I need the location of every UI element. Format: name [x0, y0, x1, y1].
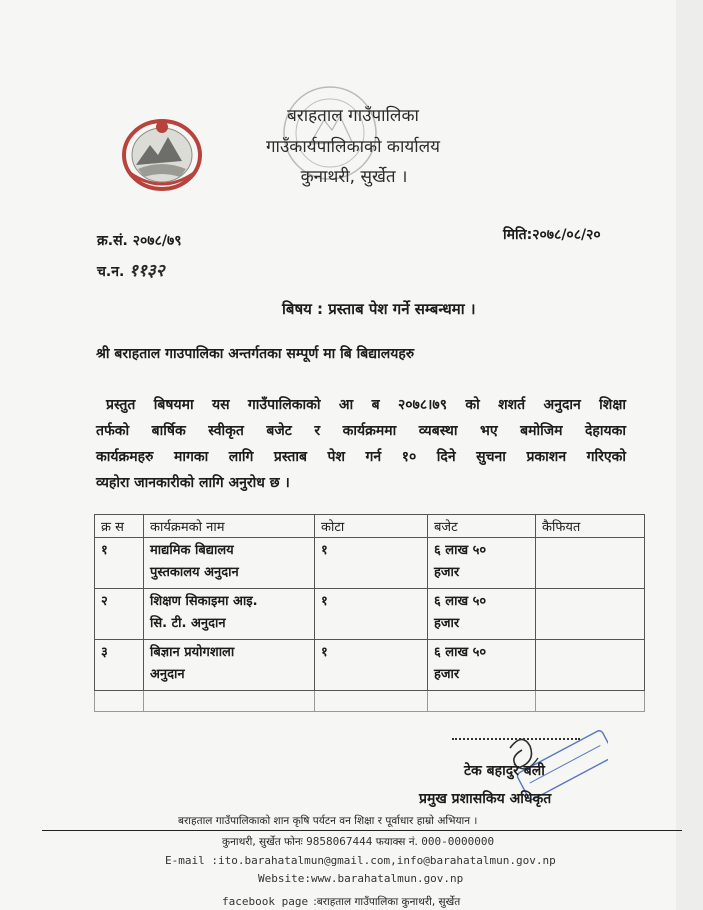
cell-remarks — [536, 589, 645, 640]
cell-budget — [428, 640, 536, 691]
empty-cell — [144, 691, 315, 712]
header-sn: क्र स — [95, 515, 144, 538]
letterhead-address: कुनाथरी, सुर्खेत । — [300, 167, 408, 187]
cell-quota: १ — [315, 640, 428, 691]
cell-program — [144, 538, 315, 589]
header-budget: बजेट — [428, 515, 536, 538]
body-line: कार्यक्रमहरु मागका लागि प्रस्ताब पेश गर्न १० दिने सुचना प्रकाशन गरिएको — [96, 449, 626, 465]
empty-cell — [95, 691, 144, 712]
facebook-value: :बराहताल गाउँपालिका कुनाथरी, सुर्खेत — [313, 896, 461, 908]
cell-budget — [428, 538, 536, 589]
dispatch-label: च.न. — [97, 264, 125, 280]
ref-label: क्र.सं. — [97, 233, 128, 249]
signatory-title: प्रमुख प्रशासकिय अधिकृत — [419, 791, 552, 807]
letter-body — [96, 392, 626, 496]
scan-edge — [676, 0, 703, 910]
table-row — [95, 589, 645, 640]
fax-number: 000-0000000 — [421, 835, 495, 848]
program-line-1 — [150, 540, 308, 562]
table-row — [95, 538, 645, 589]
program-line-1: शिक्षण सिकाइमा आइ. — [150, 594, 258, 609]
letter-date: मिति:२०७८/०८/२० — [503, 227, 601, 243]
header-program: कार्यक्रमको नाम — [144, 515, 315, 538]
cell-sn: १ — [95, 538, 144, 589]
footer-facebook[interactable] — [222, 890, 460, 909]
phone-label: कुनाथरी, सुर्खेत फोनः — [222, 836, 303, 848]
letterhead-office: गाउँकार्यपालिकाको कार्यालय — [265, 137, 441, 157]
footer-email[interactable]: E-mail :ito.barahatalmun@gmail.com,info@barahatalmun.gov.np — [165, 854, 556, 867]
program-line-1: बिज्ञान प्रयोगशाला — [150, 645, 235, 660]
budget-line-2: हजार — [434, 616, 460, 631]
footer-divider — [42, 830, 682, 831]
subject-line: बिषय : प्रस्ताब पेश गर्ने सम्बन्धमा । — [282, 300, 476, 318]
cell-program — [144, 589, 315, 640]
empty-cell — [315, 691, 428, 712]
nepal-emblem-icon — [120, 115, 204, 193]
program-line-2: पुस्तकालय अनुदान — [150, 565, 239, 580]
cell-program — [144, 640, 315, 691]
budget-line-2: हजार — [434, 565, 460, 580]
dispatch-value: ११३२ — [129, 261, 165, 281]
facebook-label: facebook page — [222, 895, 309, 908]
phone-number: 9858067444 — [306, 835, 373, 848]
ref-number — [97, 231, 182, 250]
body-line: तर्फको बार्षिक स्वीकृत बजेट र कार्यक्रममा व्यबस्था भए बमोजिम देहायका — [96, 423, 626, 439]
budget-line-2: हजार — [434, 667, 460, 682]
cell-remarks — [536, 538, 645, 589]
program-table — [94, 514, 645, 712]
program-line-2: अनुदान — [150, 667, 185, 682]
cell-sn: ३ — [95, 640, 144, 691]
signatory-name: टेक बहादुर बली — [464, 763, 545, 779]
footer-contact — [222, 835, 494, 849]
header-remarks: कैफियत — [536, 515, 645, 538]
cell-sn: २ — [95, 589, 144, 640]
budget-line-1: ६ लाख ५० — [434, 645, 487, 660]
ref-value: २०७८/७९ — [132, 233, 182, 249]
header-quota: कोटा — [315, 515, 428, 538]
table-header-row — [95, 515, 645, 538]
dispatch-number — [97, 258, 165, 281]
addressee: श्री बराहताल गाउपालिका अन्तर्गतका सम्पूर्ण मा बि बिद्यालयहरु — [96, 346, 415, 362]
empty-cell — [428, 691, 536, 712]
footer-motto: बराहताल गाउँपालिकाको शान कृषि पर्यटन वन शिक्षा र पूर्वाधार हाम्रो अभियान । — [178, 815, 478, 827]
body-line: व्यहोरा जानकारीको लागि अनुरोध छ । — [96, 475, 290, 491]
letterhead-municipality: बराहताल गाउँपालिका — [287, 106, 419, 126]
program-line-2: सि. टी. अनुदान — [150, 616, 226, 631]
program-text: माद्यमिक बिद्यालय — [150, 543, 234, 558]
cell-quota: १ — [315, 589, 428, 640]
footer-website[interactable]: Website:www.barahatalmun.gov.np — [258, 872, 464, 885]
cell-quota: १ — [315, 538, 428, 589]
fax-label: फयाक्स नं. — [375, 836, 418, 848]
body-line: प्रस्तुत बिषयमा यस गाउँपालिकाको आ ब २०७८।७९ को शशर्त अनुदान शिक्षा — [106, 397, 626, 413]
cell-budget — [428, 589, 536, 640]
empty-cell — [536, 691, 645, 712]
table-empty-row — [95, 691, 645, 712]
cell-remarks — [536, 640, 645, 691]
table-row — [95, 640, 645, 691]
budget-line-1: ६ लाख ५० — [434, 594, 487, 609]
budget-line-1: ६ लाख ५० — [434, 543, 487, 558]
